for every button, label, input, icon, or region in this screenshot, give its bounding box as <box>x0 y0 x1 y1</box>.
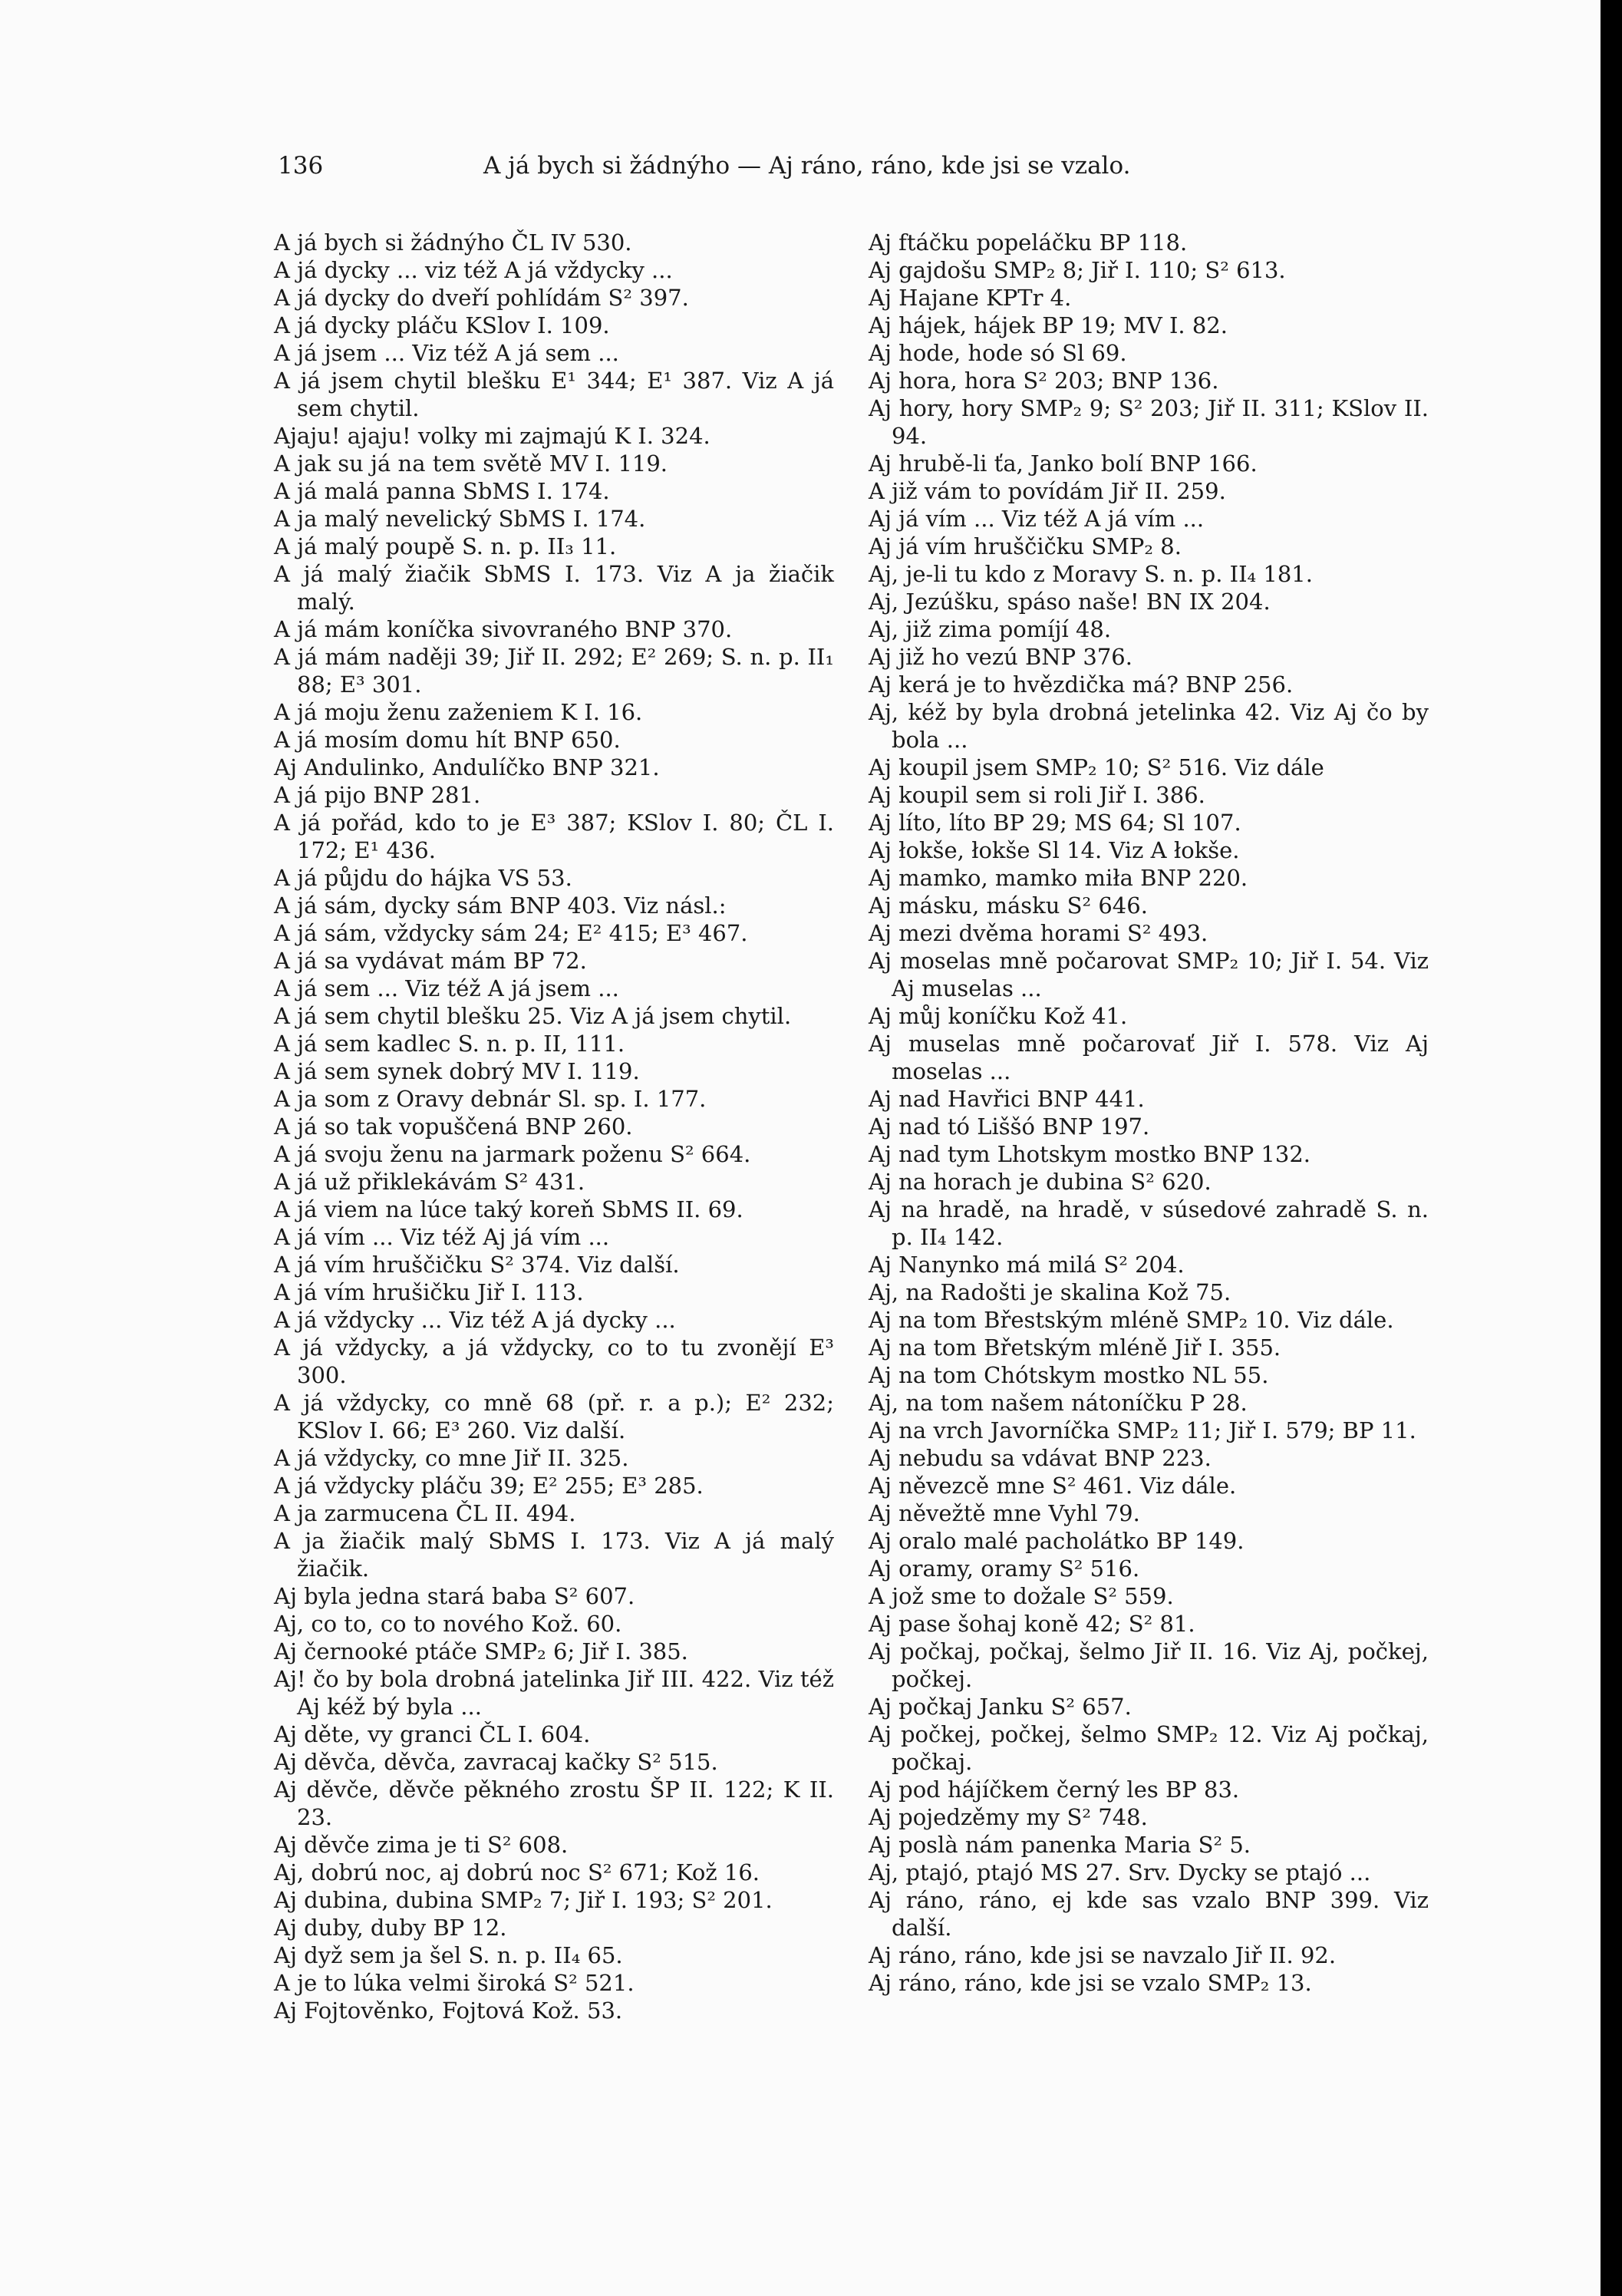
index-entry: A já vždycky, co mně 68 (př. r. a p.); E² 232; KSlov I. 66; E³ 260. Viz další. <box>274 1390 834 1443</box>
index-entry: Aj, je-li tu kdo z Moravy S. n. p. II₄ 181. <box>869 561 1313 587</box>
index-entry: Aj já vím ... Viz též A já vím ... <box>869 506 1205 532</box>
index-entry: Aj moselas mně počarovat SMP₂ 10; Jiř I. 54. Viz Aj muselas ... <box>869 948 1429 1001</box>
index-entry: Aj! čo by bola drobná jatelinka Jiř III. 422. Viz též Aj kéž bý byla ... <box>274 1666 834 1720</box>
index-entry: A já malý žiačik SbMS I. 173. Viz A ja žiačik malý. <box>274 561 834 615</box>
index-entry: A já vždycky ... Viz též A já dycky ... <box>274 1307 676 1333</box>
index-entry: A já malá panna SbMS I. 174. <box>274 478 610 504</box>
index-entry: Aj černooké ptáče SMP₂ 6; Jiř I. 385. <box>274 1638 688 1664</box>
index-entry: Aj děte, vy granci ČL I. 604. <box>274 1721 591 1747</box>
index-entry: Aj, na Radošti je skalina Kož 75. <box>869 1279 1231 1305</box>
index-entry: Aj Nanynko má milá S² 204. <box>869 1252 1185 1278</box>
index-entry: A ja zarmucena ČL II. 494. <box>274 1500 576 1526</box>
index-entry: A já sem kadlec S. n. p. II, 111. <box>274 1031 625 1057</box>
index-entry: A já vždycky, co mne Jiř II. 325. <box>274 1445 629 1471</box>
index-entry: Aj nad Havřici BNP 441. <box>869 1086 1145 1112</box>
index-entry: Aj, již zima pomíjí 48. <box>869 616 1112 642</box>
index-entry: Aj hrubě-li ťa, Janko bolí BNP 166. <box>869 450 1258 477</box>
index-entry: Aj, co to, co to nového Kož. 60. <box>274 1611 622 1637</box>
index-entry: A já dycky ... viz též A já vždycky ... <box>274 257 673 283</box>
index-entry: A já mosím domu hít BNP 650. <box>274 727 621 753</box>
index-entry: Aj, na tom našem nátoníčku P 28. <box>869 1390 1248 1416</box>
index-entry: Aj byla jedna stará baba S² 607. <box>274 1583 635 1609</box>
index-entry: Aj, dobrú noc, aj dobrú noc S² 671; Kož 16. <box>274 1859 760 1885</box>
index-entry: Aj dyž sem ja šel S. n. p. II₄ 65. <box>274 1942 623 1968</box>
index-entry: Aj děvče, děvče pěkného zrostu ŠP II. 122; K II. 23. <box>274 1776 834 1830</box>
running-head <box>278 149 1221 183</box>
index-entry: A já malý poupě S. n. p. II₃ 11. <box>274 533 617 559</box>
index-entry: A já jsem chytil blešku E¹ 344; E¹ 387. Viz A já sem chytil. <box>274 368 834 421</box>
index-entry: Aj hájek, hájek BP 19; MV I. 82. <box>869 312 1228 338</box>
index-entry: Aj hory, hory SMP₂ 9; S² 203; Jiř II. 311; KSlov II. 94. <box>869 395 1429 449</box>
index-entry: Aj něvežtě mne Vyhl 79. <box>869 1500 1140 1526</box>
index-entry: Aj na horach je dubina S² 620. <box>869 1169 1212 1195</box>
index-entry: Aj, kéž by byla drobná jetelinka 42. Viz Aj čo by bola ... <box>869 699 1429 753</box>
index-entry: Aj počkaj, počkaj, šelmo Jiř II. 16. Viz Aj, počkej, počkej. <box>869 1638 1429 1692</box>
index-entry: Ajaju! ajaju! volky mi zajmajú K I. 324. <box>274 423 710 449</box>
index-entry: A já pijo BNP 281. <box>274 782 481 808</box>
index-entry: Aj dubina, dubina SMP₂ 7; Jiř I. 193; S² 201. <box>274 1887 773 1913</box>
index-entry: A ja malý nevelický SbMS I. 174. <box>274 506 646 532</box>
index-entry: Aj, ptajó, ptajó MS 27. Srv. Dycky se ptajó ... <box>869 1859 1371 1885</box>
index-entry: A já vždycky, a já vždycky, co to tu zvonějí E³ 300. <box>274 1334 834 1388</box>
index-entry: A já mám naději 39; Jiř II. 292; E² 269; S. n. p. II₁ 88; E³ 301. <box>274 644 834 698</box>
index-entry: Aj pod hájíčkem černý les BP 83. <box>869 1776 1240 1803</box>
index-entry: A já svoju ženu na jarmark poženu S² 664. <box>274 1141 751 1167</box>
index-entry: A já půjdu do hájka VS 53. <box>274 865 572 891</box>
index-entry: Aj muselas mně počarovať Jiř I. 578. Viz Aj moselas ... <box>869 1031 1429 1084</box>
index-entry: Aj poslà nám panenka Maria S² 5. <box>869 1832 1251 1858</box>
index-entry: A já dycky pláču KSlov I. 109. <box>274 312 610 338</box>
index-entry: Aj ráno, ráno, ej kde sas vzalo BNP 399. Viz další. <box>869 1887 1429 1941</box>
index-entry: Aj nad tym Lhotskym mostko BNP 132. <box>869 1141 1310 1167</box>
index-entry: Aj duby, duby BP 12. <box>274 1915 507 1941</box>
index-entry: A já sem ... Viz též A já jsem ... <box>274 975 619 1001</box>
index-entry: A já bych si žádnýho ČL IV 530. <box>274 229 632 256</box>
index-entry: Aj Hajane KPTr 4. <box>869 285 1072 311</box>
index-entry: Aj počkaj Janku S² 657. <box>869 1694 1132 1720</box>
index-entry: Aj mezi dvěma horami S² 493. <box>869 920 1208 946</box>
index-entry: A já už přiklekávám S² 431. <box>274 1169 585 1195</box>
right-column <box>869 229 1429 1997</box>
index-entry: Aj děvče zima je ti S² 608. <box>274 1832 569 1858</box>
index-entry: A já sám, vždycky sám 24; E² 415; E³ 467. <box>274 920 748 946</box>
index-entry: Aj pojedzěmy my S² 748. <box>869 1804 1148 1830</box>
index-entry: Aj můj koníčku Kož 41. <box>869 1003 1128 1029</box>
index-entry: Aj já vím hruščičku SMP₂ 8. <box>869 533 1182 559</box>
index-entry: Aj koupil sem si roli Jiř I. 386. <box>869 782 1205 808</box>
index-entry: Aj mamko, mamko miła BNP 220. <box>869 865 1248 891</box>
index-entry: Aj Fojtověnko, Fojtová Kož. 53. <box>274 1997 623 2024</box>
index-entry: A já vím hruščičku S² 374. Viz další. <box>274 1252 680 1278</box>
index-entry: A je to lúka velmi široká S² 521. <box>274 1970 635 1996</box>
index-entry: A já vím hrušičku Jiř I. 113. <box>274 1279 584 1305</box>
index-entry: Aj ftáčku popeláčku BP 118. <box>869 229 1188 256</box>
running-title: A já bych si žádnýho — Aj ráno, ráno, kde jsi se vzalo. <box>483 152 1131 180</box>
index-entry: Aj nebudu sa vdávat BNP 223. <box>869 1445 1212 1471</box>
index-entry: Aj kerá je to hvězdička má? BNP 256. <box>869 671 1294 698</box>
index-entry: A ja žiačik malý SbMS I. 173. Viz A já malý žiačik. <box>274 1528 834 1582</box>
index-entry: A já viem na lúce taký koreň SbMS II. 69. <box>274 1196 743 1222</box>
index-entry: Aj ráno, ráno, kde jsi se navzalo Jiř II. 92. <box>869 1942 1337 1968</box>
index-entry: A jož sme to dožale S² 559. <box>869 1583 1174 1609</box>
index-entry: A já dycky do dveří pohlídám S² 397. <box>274 285 689 311</box>
index-entry: Aj již ho vezú BNP 376. <box>869 644 1132 670</box>
index-entry: Aj oralo malé pacholátko BP 149. <box>869 1528 1245 1554</box>
index-entry: Aj koupil jsem SMP₂ 10; S² 516. Viz dále <box>869 754 1324 780</box>
index-entry: Aj pase šohaj koně 42; S² 81. <box>869 1611 1195 1637</box>
index-entry: A již vám to povídám Jiř II. 259. <box>869 478 1226 504</box>
index-entry: A jak su já na tem světě MV I. 119. <box>274 450 668 477</box>
index-entry: A já vždycky pláču 39; E² 255; E³ 285. <box>274 1473 704 1499</box>
index-entry: Aj hode, hode só Sl 69. <box>869 340 1127 366</box>
index-entry: Aj na tom Břestským mléně SMP₂ 10. Viz dále. <box>869 1307 1394 1333</box>
index-entry: Aj líto, líto BP 29; MS 64; Sl 107. <box>869 810 1241 836</box>
index-entry: A já sám, dycky sám BNP 403. Viz násl.: <box>274 892 727 919</box>
index-entry: Aj děvča, děvča, zavracaj kačky S² 515. <box>274 1749 718 1775</box>
index-entry: Aj na tom Chótskym mostko NL 55. <box>869 1362 1269 1388</box>
index-entry: Aj něvezcě mne S² 461. Viz dále. <box>869 1473 1237 1499</box>
index-entry: Aj na vrch Javorníčka SMP₂ 11; Jiř I. 579; BP 11. <box>869 1417 1416 1443</box>
index-entry: Aj oramy, oramy S² 516. <box>869 1555 1140 1582</box>
index-entry: Aj łokše, łokše Sl 14. Viz A łokše. <box>869 837 1240 863</box>
index-entry: Aj gajdošu SMP₂ 8; Jiř I. 110; S² 613. <box>869 257 1286 283</box>
index-entry: A ja som z Oravy debnár Sl. sp. I. 177. <box>274 1086 707 1112</box>
index-entry: A já jsem ... Viz též A já sem ... <box>274 340 619 366</box>
index-entry: A já mám koníčka sivovraného BNP 370. <box>274 616 733 642</box>
index-entry: Aj na hradě, na hradě, v súsedové zahradě S. n. p. II₄ 142. <box>869 1196 1429 1250</box>
index-entry: A já sa vydávat mám BP 72. <box>274 948 587 974</box>
index-entry: A já so tak vopuščená BNP 260. <box>274 1113 633 1140</box>
index-entry: A já vím ... Viz též Aj já vím ... <box>274 1224 610 1250</box>
index-entry: A já moju ženu zaženiem K I. 16. <box>274 699 643 725</box>
index-entry: A já sem chytil blešku 25. Viz A já jsem chytil. <box>274 1003 792 1029</box>
index-entry: Aj na tom Břetským mléně Jiř I. 355. <box>869 1334 1281 1361</box>
index-entry: Aj nad tó Liššó BNP 197. <box>869 1113 1150 1140</box>
left-column <box>274 229 834 2024</box>
index-entry: Aj Andulinko, Andulíčko BNP 321. <box>274 754 660 780</box>
index-entry: Aj hora, hora S² 203; BNP 136. <box>869 368 1219 394</box>
index-entry: Aj ráno, ráno, kde jsi se vzalo SMP₂ 13. <box>869 1970 1312 1996</box>
index-entry: Aj počkej, počkej, šelmo SMP₂ 12. Viz Aj počkaj, počkaj. <box>869 1721 1429 1775</box>
index-entry: Aj, Jezúšku, spáso naše! BN IX 204. <box>869 589 1271 615</box>
index-entry: A já sem synek dobrý MV I. 119. <box>274 1058 640 1084</box>
index-entry: A já pořád, kdo to je E³ 387; KSlov I. 80; ČL I. 172; E¹ 436. <box>274 810 834 863</box>
page-number: 136 <box>278 152 324 180</box>
index-entry: Aj másku, másku S² 646. <box>869 892 1148 919</box>
